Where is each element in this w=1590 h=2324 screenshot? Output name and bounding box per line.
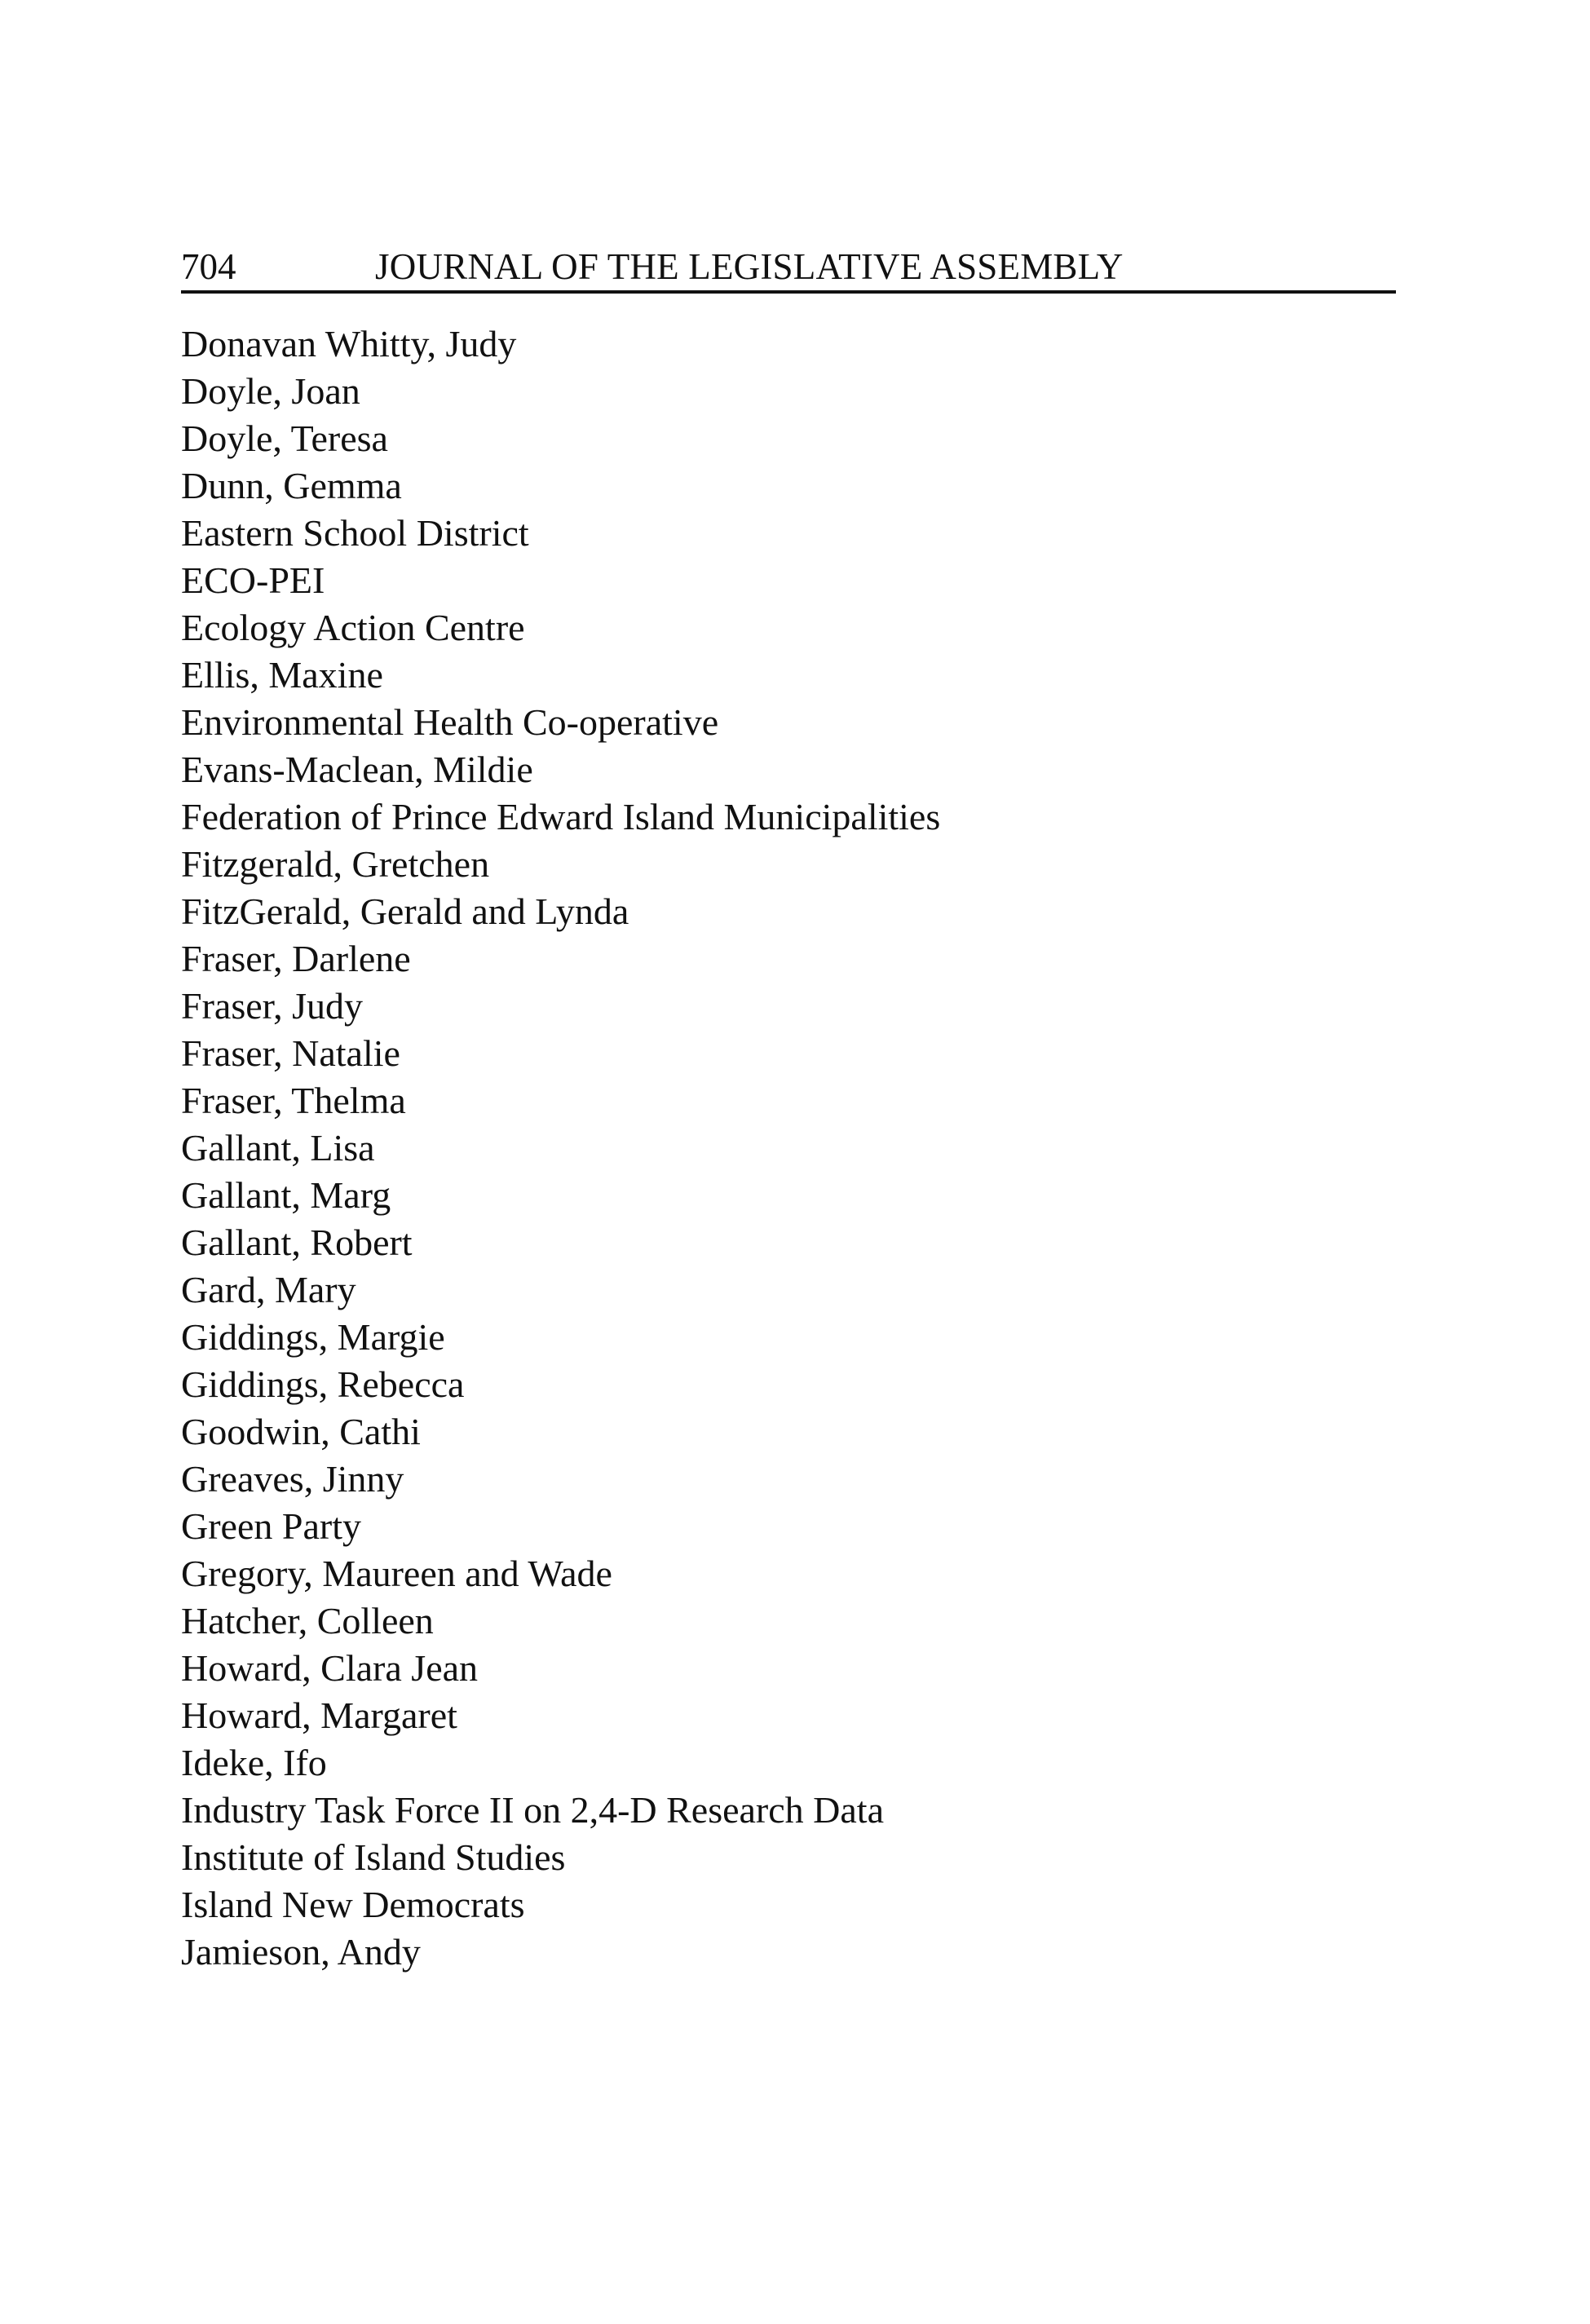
list-item: Green Party [181,1505,361,1547]
list-item: Federation of Prince Edward Island Municipalities [181,796,941,837]
list-item: Eastern School District [181,512,529,554]
list-item: Jamieson, Andy [181,1931,421,1973]
list-item: Gregory, Maureen and Wade [181,1553,612,1594]
list-item: Gallant, Marg [181,1174,391,1216]
list-item: ECO-PEI [181,559,325,601]
list-item: Evans-Maclean, Mildie [181,749,533,790]
list-item: Gallant, Lisa [181,1127,375,1169]
list-item: Fraser, Thelma [181,1080,406,1121]
list-item: Fitzgerald, Gretchen [181,843,490,885]
list-item: Giddings, Rebecca [181,1363,465,1405]
list-item: Gallant, Robert [181,1222,413,1263]
list-item: Giddings, Margie [181,1316,445,1358]
list-item: Doyle, Teresa [181,418,388,459]
list-item: Ecology Action Centre [181,607,525,648]
list-item: Fraser, Darlene [181,938,411,979]
list-item: Doyle, Joan [181,370,360,412]
list-item: Fraser, Judy [181,985,364,1027]
list-item: Institute of Island Studies [181,1836,566,1878]
list-item: FitzGerald, Gerald and Lynda [181,890,629,932]
name-list [181,320,1396,1976]
list-item: Ellis, Maxine [181,654,383,696]
list-item: Howard, Clara Jean [181,1647,479,1689]
running-header [181,243,1396,294]
list-item: Donavan Whitty, Judy [181,323,517,365]
list-item: Industry Task Force II on 2,4-D Research Data [181,1789,885,1831]
page-number: 704 [181,246,236,287]
list-item: Gard, Mary [181,1269,356,1310]
list-item: Environmental Health Co-operative [181,701,719,743]
list-item: Ideke, Ifo [181,1742,327,1783]
list-item: Dunn, Gemma [181,465,402,506]
list-item: Goodwin, Cathi [181,1411,421,1452]
list-item: Hatcher, Colleen [181,1600,434,1641]
list-item: Greaves, Jinny [181,1458,404,1500]
journal-title: JOURNAL OF THE LEGISLATIVE ASSEMBLY [375,246,1124,287]
list-item: Island New Democrats [181,1884,525,1925]
list-item: Howard, Margaret [181,1694,457,1736]
list-item: Fraser, Natalie [181,1032,400,1074]
